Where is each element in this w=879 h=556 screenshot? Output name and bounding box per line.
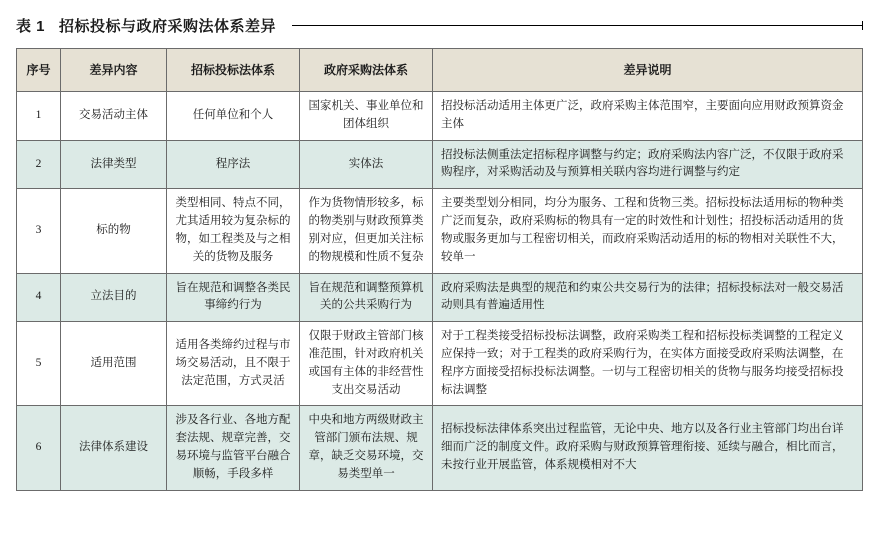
cell-procurement-law: 中央和地方两级财政主管部门颁布法规、规章，缺乏交易环境，交易类型单一 [300, 406, 433, 490]
cell-bidding-law: 适用各类缔约过程与市场交易活动，且不限于法定范围，方式灵活 [167, 322, 300, 406]
column-header-bidding-law: 招标投标法体系 [167, 49, 300, 92]
cell-index: 2 [17, 140, 61, 189]
cell-difference-note: 招标投标法律体系突出过程监管，无论中央、地方以及各行业主管部门均出台详细而广泛的制度文件。政府采购与财政预算管理衔接、延续与融合，相比而言，未按行业开展监管，体系规模相对不大 [433, 406, 863, 490]
caption-rule [292, 25, 863, 26]
cell-procurement-law: 旨在规范和调整预算机关的公共采购行为 [300, 273, 433, 322]
cell-bidding-law: 类型相同、特点不同，尤其适用较为复杂标的物，如工程类及与之相关的货物及服务 [167, 189, 300, 273]
cell-difference-note: 招投标法侧重法定招标程序调整与约定；政府采购法内容广泛，不仅限于政府采购程序，对采购活动及与预算相关联内容均进行调整与约定 [433, 140, 863, 189]
column-header-topic: 差异内容 [61, 49, 167, 92]
cell-procurement-law: 国家机关、事业单位和团体组织 [300, 92, 433, 141]
column-header-procurement-law: 政府采购法体系 [300, 49, 433, 92]
table-header-row [17, 49, 863, 92]
table-row [17, 140, 863, 189]
table-row [17, 273, 863, 322]
column-header-index: 序号 [17, 49, 61, 92]
cell-bidding-law: 任何单位和个人 [167, 92, 300, 141]
cell-index: 1 [17, 92, 61, 141]
cell-difference-note: 对于工程类接受招标投标法调整，政府采购类工程和招标投标类调整的工程定义应保持一致；对于工程类的政府采购行为，在实体方面接受政府采购法调整，在程序方面接受招标投标法调整。一切与工程密切相关的货物与服务均接受招标投标法调整 [433, 322, 863, 406]
table-body [17, 92, 863, 491]
cell-topic: 交易活动主体 [61, 92, 167, 141]
cell-topic: 适用范围 [61, 322, 167, 406]
cell-difference-note: 主要类型划分相同，均分为服务、工程和货物三类。招标投标法适用标的物种类广泛而复杂，政府采购标的物具有一定的时效性和计划性；招投标活动适用的货物或服务更加与工程密切相关，而政府采购活动适用的标的物相对关联性不大，较单一 [433, 189, 863, 273]
table-row [17, 406, 863, 490]
table-caption-label: 表 1 [16, 17, 46, 35]
table-row [17, 92, 863, 141]
cell-bidding-law: 涉及各行业、各地方配套法规、规章完善，交易环境与监管平台融合顺畅，手段多样 [167, 406, 300, 490]
cell-index: 3 [17, 189, 61, 273]
cell-procurement-law: 仅限于财政主管部门核准范围，针对政府机关或国有主体的非经营性支出交易活动 [300, 322, 433, 406]
table-caption-text: 招标投标与政府采购法体系差异 [59, 17, 277, 35]
cell-index: 6 [17, 406, 61, 490]
cell-difference-note: 招投标活动适用主体更广泛，政府采购主体范围窄，主要面向应用财政预算资金主体 [433, 92, 863, 141]
cell-index: 5 [17, 322, 61, 406]
cell-topic: 立法目的 [61, 273, 167, 322]
table-row [17, 189, 863, 273]
cell-topic: 法律体系建设 [61, 406, 167, 490]
cell-difference-note: 政府采购法是典型的规范和约束公共交易行为的法律；招标投标法对一般交易活动则具有普遍适用性 [433, 273, 863, 322]
column-header-difference-note: 差异说明 [433, 49, 863, 92]
cell-procurement-law: 作为货物情形较多，标的物类别与财政预算类别对应，但更加关注标的物规模和性质不复杂 [300, 189, 433, 273]
table-row [17, 322, 863, 406]
cell-index: 4 [17, 273, 61, 322]
cell-bidding-law: 程序法 [167, 140, 300, 189]
cell-topic: 标的物 [61, 189, 167, 273]
table-caption [16, 10, 863, 40]
cell-bidding-law: 旨在规范和调整各类民事缔约行为 [167, 273, 300, 322]
comparison-table [16, 48, 863, 491]
cell-procurement-law: 实体法 [300, 140, 433, 189]
cell-topic: 法律类型 [61, 140, 167, 189]
